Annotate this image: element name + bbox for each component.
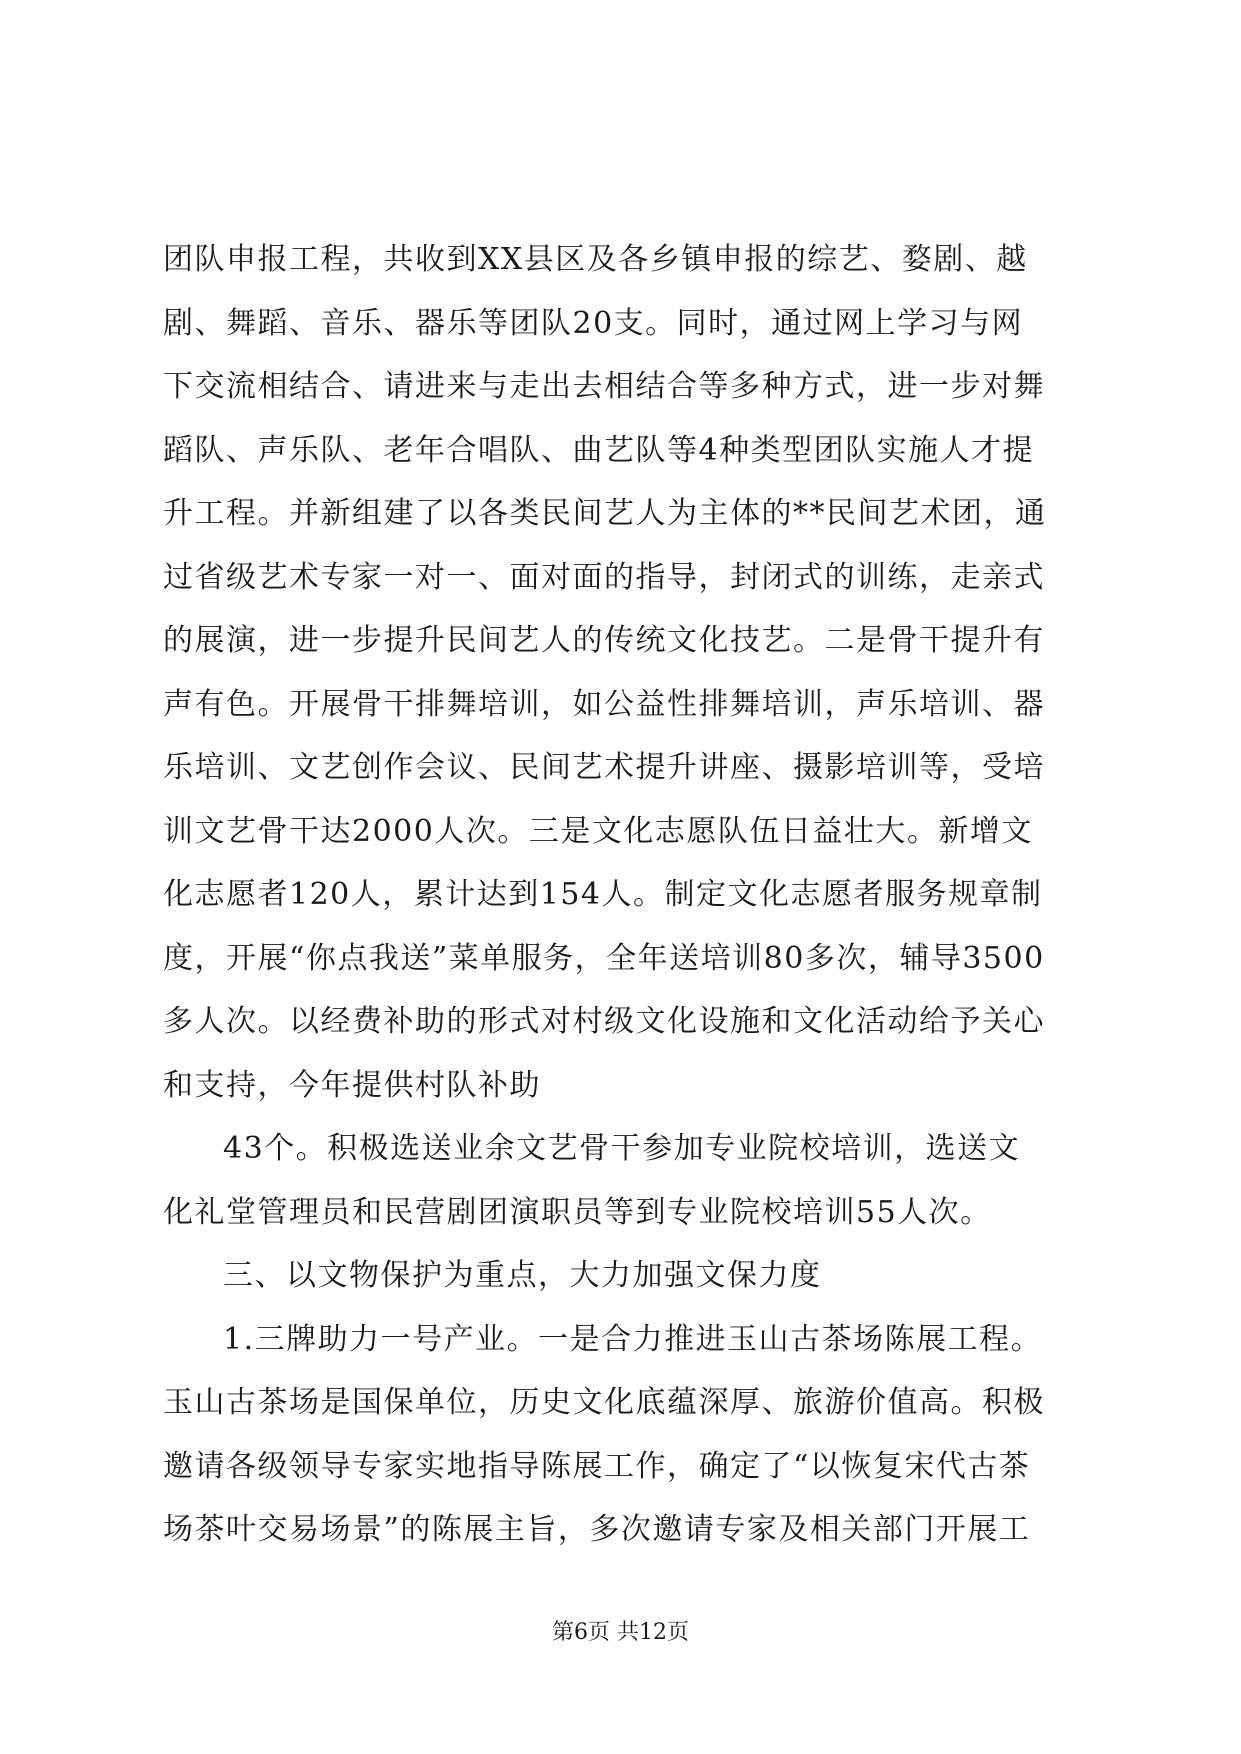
- text-line: 和支持，今年提供村队补助: [163, 1067, 541, 1103]
- text-line: 场茶叶交易场景”的陈展主旨，多次邀请专家及相关部门开展工: [163, 1512, 1031, 1547]
- text-line: 邀请各级领导专家实地指导陈展工作，确定了“以恢复宋代古茶: [163, 1448, 1031, 1484]
- text-line: 化志愿者120人，累计达到154人。制定文化志愿者服务规章制: [163, 877, 1043, 912]
- text-line: 玉山古茶场是国保单位，历史文化底蕴深厚、旅游价值高。积极: [163, 1385, 1045, 1420]
- text-line: 团队申报工程，共收到XX县区及各乡镇申报的综艺、婺剧、越: [163, 242, 1028, 277]
- page-number-footer: 第6页 共12页: [552, 1620, 689, 1645]
- text-line: 剧、舞蹈、音乐、器乐等团队20支。同时，通过网上学习与网: [163, 305, 1024, 341]
- text-line: 多人次。以经费补助的形式对村级文化设施和文化活动给予关心: [163, 1004, 1045, 1039]
- section-heading: 三、以文物保护为重点，大力加强文保力度: [223, 1258, 822, 1293]
- text-line: 蹈队、声乐队、老年合唱队、曲艺队等4种类型团队实施人才提: [163, 432, 1035, 468]
- text-line: 度，开展“你点我送”菜单服务，全年送培训80多次，辅导3500: [163, 940, 1045, 976]
- text-line: 训文艺骨干达2000人次。三是文化志愿队伍日益壮大。新增文: [163, 813, 1033, 849]
- paragraph-start-line: 1.三牌助力一号产业。一是合力推进玉山古茶场陈展工程。: [223, 1321, 1043, 1357]
- text-line: 声有色。开展骨干排舞培训，如公益性排舞培训，声乐培训、器: [163, 686, 1045, 722]
- text-line: 乐培训、文艺创作会议、民间艺术提升讲座、摄影培训等，受培: [163, 750, 1045, 785]
- body-text: [163, 228, 1083, 1562]
- text-line: 过省级艺术专家一对一、面对面的指导，封闭式的训练，走亲式: [163, 559, 1045, 595]
- text-line: 的展演，进一步提升民间艺人的传统文化技艺。二是骨干提升有: [163, 623, 1045, 658]
- paragraph-start-line: 43个。积极选送业余文艺骨干参加专业院校培训，选送文: [223, 1131, 1021, 1166]
- text-line: 升工程。并新组建了以各类民间艺人为主体的**民间艺术团，通: [163, 496, 1047, 531]
- text-line: 化礼堂管理员和民营剧团演职员等到专业院校培训55人次。: [163, 1194, 992, 1230]
- text-line: 下交流相结合、请进来与走出去相结合等多种方式，进一步对舞: [163, 369, 1045, 404]
